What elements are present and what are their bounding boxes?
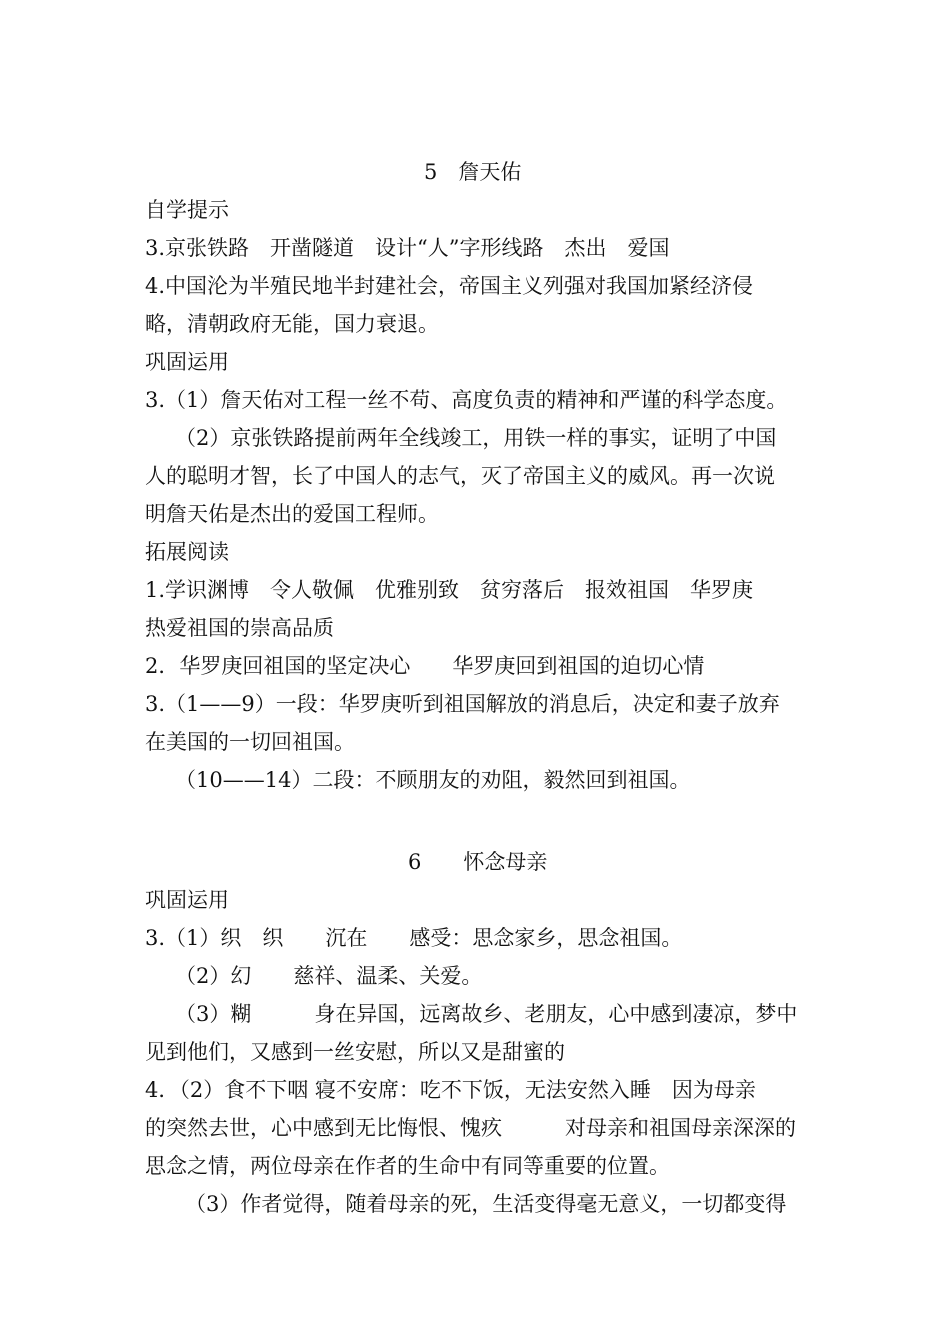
answer-line: 热爱祖国的崇高品质 <box>145 616 334 640</box>
answer-line: 3.京张铁路 开凿隧道 设计“人”字形线路 杰出 爱国 <box>145 236 670 260</box>
subheading: 巩固运用 <box>145 350 229 374</box>
answer-line: 3.（1）詹天佑对工程一丝不苟、高度负责的精神和严谨的科学态度。 <box>145 388 788 412</box>
answer-line: 4.中国沦为半殖民地半封建社会，帝国主义列强对我国加紧经济侵 <box>145 274 754 298</box>
answer-line: 在美国的一切回祖国。 <box>145 730 355 754</box>
answer-line: 1.学识渊博 令人敬佩 优雅别致 贫穷落后 报效祖国 华罗庚 <box>145 578 754 602</box>
answer-line: 人的聪明才智，长了中国人的志气，灭了帝国主义的威风。再一次说 <box>145 464 775 488</box>
subheading: 拓展阅读 <box>145 540 229 564</box>
answer-line: （10——14）二段：不顾朋友的劝阻，毅然回到祖国。 <box>175 768 691 792</box>
answer-line: （2）京张铁路提前两年全线竣工，用铁一样的事实，证明了中国 <box>175 426 777 450</box>
section-title: 5 詹天佑 <box>424 160 522 184</box>
answer-line: 见到他们，又感到一丝安慰，所以又是甜蜜的 <box>145 1040 565 1064</box>
answer-line: 思念之情，两位母亲在作者的生命中有同等重要的位置。 <box>145 1154 670 1178</box>
answer-line: （3）糊 身在异国，远离故乡、老朋友，心中感到凄凉，梦中 <box>175 1002 798 1026</box>
section-title: 6 怀念母亲 <box>408 850 548 874</box>
subheading: 自学提示 <box>145 198 229 222</box>
answer-line: 略，清朝政府无能，国力衰退。 <box>145 312 439 336</box>
answer-line: 3.（1）织 织 沉在 感受：思念家乡，思念祖国。 <box>145 926 683 950</box>
answer-line: 3.（1——9）一段：华罗庚听到祖国解放的消息后，决定和妻子放弃 <box>145 692 780 716</box>
answer-line: 4．（2）食不下咽 寝不安席：吃不下饭，无法安然入睡 因为母亲 <box>145 1078 756 1102</box>
answer-line: （2）幻 慈祥、温柔、关爱。 <box>175 964 483 988</box>
answer-line: 明詹天佑是杰出的爱国工程师。 <box>145 502 439 526</box>
answer-line: 2．华罗庚回祖国的坚定决心 华罗庚回到祖国的迫切心情 <box>145 654 705 678</box>
answer-line: （3）作者觉得，随着母亲的死，生活变得毫无意义，一切都变得 <box>185 1192 787 1216</box>
subheading: 巩固运用 <box>145 888 229 912</box>
answer-line: 的突然去世，心中感到无比悔恨、愧疚 对母亲和祖国母亲深深的 <box>145 1116 796 1140</box>
